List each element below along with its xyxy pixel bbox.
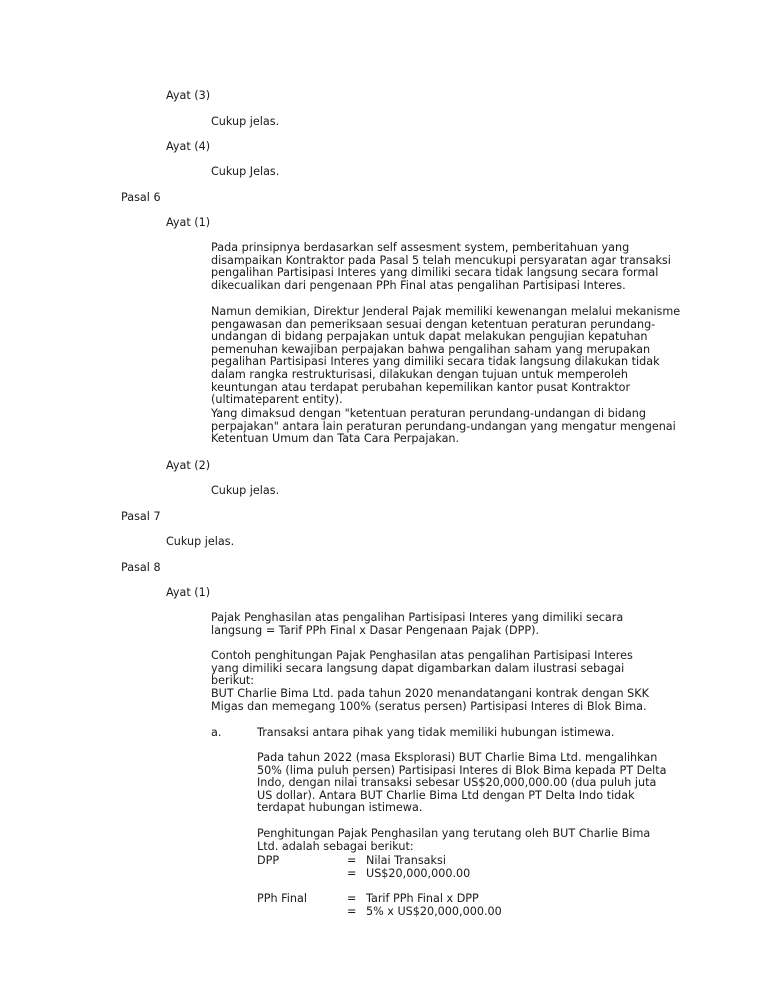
pasal-6-ayat-1-paragraph-3: Yang dimaksud dengan "ketentuan peraturan perundang-undangan di bidang perpajakan" antara lain peraturan perundang-undangan yang mengatur mengenai Ketentuan Umum dan Tata Cara Perpajakan. xyxy=(211,407,676,446)
dpp-label: DPP xyxy=(257,854,280,867)
ayat-3-heading: Ayat (3) xyxy=(166,89,211,102)
pasal-6-ayat-1-heading: Ayat (1) xyxy=(166,216,211,229)
item-a-title: Transaksi antara pihak yang tidak memiliki hubungan istimewa. xyxy=(257,726,615,739)
pasal-6-heading: Pasal 6 xyxy=(121,191,161,204)
pph-equals: = xyxy=(347,892,357,905)
pasal-8-ayat-1-heading: Ayat (1) xyxy=(166,586,211,599)
pph-final-label: PPh Final xyxy=(257,892,307,905)
pasal-8-ayat-1-paragraph-2: Contoh penghitungan Pajak Penghasilan atas pengalihan Partisipasi Interes yang dimiliki secara langsung dapat digambarkan dalam ilustrasi sebagai berikut: xyxy=(211,649,633,688)
ayat-4-text: Cukup Jelas. xyxy=(211,165,280,178)
pasal-7-heading: Pasal 7 xyxy=(121,510,161,523)
dpp-value: US$20,000,000.00 xyxy=(366,867,471,880)
pasal-6-ayat-1-paragraph-1: Pada prinsipnya berdasarkan self assesment system, pemberitahuan yang disampaikan Kontraktor pada Pasal 5 telah mencukupi persyaratan agar transaksi pengalihan Partisipasi Interes yang dimiliki secara tidak langsung secara formal dikecualikan dari pengenaan PPh Final atas pengalihan Partisipasi Interes. xyxy=(211,241,671,292)
item-a-paragraph: Pada tahun 2022 (masa Eksplorasi) BUT Charlie Bima Ltd. mengalihkan 50% (lima puluh persen) Partisipasi Interes di Blok Bima kepada PT Delta Indo, dengan nilai transaksi sebesar US$20,000,000.00 (dua puluh juta US dollar). Antara BUT Charlie Bima Ltd dengan PT Delta Indo tidak terdapat hubungan istimewa. xyxy=(257,751,667,815)
pasal-6-ayat-2-text: Cukup jelas. xyxy=(211,484,280,497)
pasal-8-ayat-1-paragraph-1: Pajak Penghasilan atas pengalihan Partisipasi Interes yang dimiliki secara langsung = Tarif PPh Final x Dasar Pengenaan Pajak (DPP). xyxy=(211,611,624,637)
pasal-8-heading: Pasal 8 xyxy=(121,561,161,574)
dpp-formula: Nilai Transaksi xyxy=(366,854,446,867)
dpp-equals: = xyxy=(347,854,357,867)
pasal-8-ayat-1-paragraph-3: BUT Charlie Bima Ltd. pada tahun 2020 menandatangani kontrak dengan SKK Migas dan memegang 100% (seratus persen) Partisipasi Interes di Blok Bima. xyxy=(211,687,649,713)
dpp-value-equals: = xyxy=(347,867,357,880)
pasal-7-text: Cukup jelas. xyxy=(166,535,235,548)
ayat-3-text: Cukup jelas. xyxy=(211,115,280,128)
pph-formula: Tarif PPh Final x DPP xyxy=(366,892,479,905)
item-a-calc-intro: Penghitungan Pajak Penghasilan yang terutang oleh BUT Charlie Bima Ltd. adalah sebagai berikut: xyxy=(257,827,651,853)
pph-value: 5% x US$20,000,000.00 xyxy=(366,905,502,918)
item-a-marker: a. xyxy=(211,726,222,739)
pasal-6-ayat-1-paragraph-2: Namun demikian, Direktur Jenderal Pajak memiliki kewenangan melalui mekanisme pengawasan dan pemeriksaan sesuai dengan ketentuan peraturan perundang-undangan di bidang perpajakan untuk dapat melakukan pengujian kepatuhan pemenuhan kewajiban perpajakan bahwa pengalihan saham yang merupakan pegalihan Partisipasi Interes yang dimiliki secara tidak langsung dilakukan tidak dalam rangka restrukturisasi, dilakukan dengan tujuan untuk memperoleh keuntungan atau terdapat perubahan kepemilikan kantor pusat Kontraktor (ultimateparent entity). xyxy=(211,305,681,407)
pasal-6-ayat-2-heading: Ayat (2) xyxy=(166,459,211,472)
pph-value-equals: = xyxy=(347,905,357,918)
ayat-4-heading: Ayat (4) xyxy=(166,140,211,153)
